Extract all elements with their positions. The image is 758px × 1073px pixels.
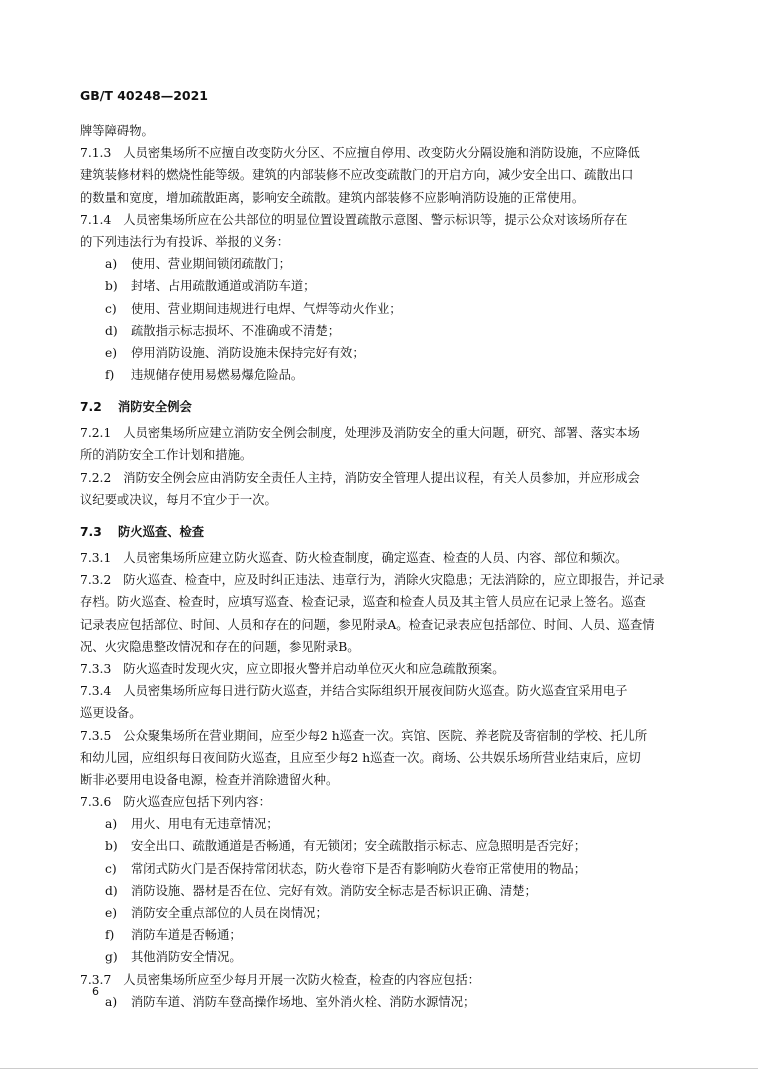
list-item-text: 消防车道是否畅通； — [131, 928, 242, 943]
clause-text: 人员密集场所应建立消防安全例会制度，处理涉及消防安全的重大问题，研究、部署、落实本场 — [123, 426, 640, 441]
list-item — [80, 946, 680, 968]
clause — [80, 725, 680, 747]
list-item — [80, 991, 680, 1013]
clause-text: 人员密集场所应建立防火巡查、防火检查制度，确定巡查、检查的人员、内容、部位和频次。 — [123, 551, 628, 565]
continuation-line: 建筑装修材料的燃烧性能等级。建筑的内部装修不应改变疏散门的开启方向，减少安全出口、疏散出口 — [80, 168, 634, 183]
continuation-line: 议纪要或决议，每月不宜少于一次。 — [80, 492, 277, 507]
continuation-line: 记录表应包括部位、时间、人员和存在的问题，参见附录A。检查记录表应包括部位、时间、人员、巡查情 — [80, 617, 655, 632]
list-marker: g) — [105, 950, 118, 965]
clause-text: 防火巡查应包括下列内容： — [123, 795, 271, 810]
list-item — [80, 342, 680, 364]
list-marker: f) — [105, 368, 115, 383]
section-title: 消防安全例会 — [118, 400, 192, 415]
list-marker: a) — [105, 994, 118, 1009]
document-body — [80, 120, 680, 1013]
list-marker: e) — [105, 345, 118, 360]
continuation-line: 的数量和宽度，增加疏散距离，影响安全疏散。建筑内部装修不应影响消防设施的正常使用。 — [80, 190, 585, 205]
clause-text: 防火巡查、检查中，应及时纠正违法、违章行为，消除火灾隐患；无法消除的，应立即报告，并记录 — [123, 573, 665, 588]
clause-number: 7.3.3 — [80, 661, 112, 676]
clause-number: 7.1.3 — [80, 146, 112, 161]
clause-text: 公众聚集场所在营业期间，应至少每2 h巡查一次。宾馆、医院、养老院及寄宿制的学校、托儿所 — [123, 728, 648, 743]
section-heading — [80, 517, 680, 547]
list-item-text: 使用、营业期间违规进行电焊、气焊等动火作业； — [131, 301, 402, 316]
clause-text: 人员密集场所应至少每月开展一次防火检查，检查的内容应包括： — [123, 972, 480, 987]
clause — [80, 209, 680, 231]
continuation-line: 的下列违法行为有投诉、举报的义务： — [80, 234, 290, 249]
list-marker: b) — [105, 839, 118, 854]
list-item — [80, 320, 680, 342]
clause-number: 7.3.2 — [80, 573, 112, 588]
list-item — [80, 902, 680, 924]
continuation-line: 存档。防火巡查、检查时，应填写巡查、检查记录，巡查和检查人员及其主管人员应在记录上签名。巡查 — [80, 595, 646, 610]
clause — [80, 658, 680, 680]
list-marker: c) — [105, 301, 117, 316]
list-item-text: 其他消防安全情况。 — [131, 950, 242, 965]
clause-text: 消防安全例会应由消防安全责任人主持，消防安全管理人提出议程，有关人员参加，并应形成会 — [123, 470, 640, 485]
section-number: 7.3 — [80, 525, 102, 539]
clause — [80, 569, 680, 591]
clause-number: 7.3.7 — [80, 972, 112, 987]
clause — [80, 547, 680, 569]
list-item — [80, 275, 680, 297]
list-item — [80, 813, 680, 835]
list-marker: d) — [105, 323, 118, 338]
list-item — [80, 858, 680, 880]
clause-number: 7.2.1 — [80, 426, 112, 441]
clause-number: 7.3.4 — [80, 684, 112, 699]
list-marker: a) — [105, 257, 118, 272]
standard-id: GB/T 40248—2021 — [80, 88, 209, 103]
list-item-text: 封堵、占用疏散通道或消防车道； — [131, 279, 316, 294]
clause — [80, 142, 680, 164]
continuation-line: 况、火灾隐患整改情况和存在的问题，参见附录B。 — [80, 639, 360, 654]
section-heading — [80, 392, 680, 422]
list-item-text: 用火、用电有无违章情况； — [131, 817, 279, 832]
clause — [80, 969, 680, 991]
list-item-text: 消防设施、器材是否在位、完好有效。消防安全标志是否标识正确、清楚； — [131, 883, 537, 898]
clause — [80, 680, 680, 702]
continuation-line: 牌等障碍物。 — [80, 124, 154, 138]
list-item-text: 消防安全重点部位的人员在岗情况； — [131, 906, 328, 920]
section-title: 防火巡查、检查 — [118, 525, 205, 539]
list-item — [80, 298, 680, 320]
list-item-text: 常闭式防火门是否保持常闭状态，防火卷帘下是否有影响防火卷帘正常使用的物品； — [131, 861, 586, 876]
continuation-line: 和幼儿园，应组织每日夜间防火巡查，且应至少每2 h巡查一次。商场、公共娱乐场所营业结束后，应切 — [80, 750, 641, 765]
list-item — [80, 835, 680, 857]
clause-text: 人员密集场所应在公共部位的明显位置设置疏散示意图、警示标识等，提示公众对该场所存在 — [123, 212, 628, 227]
list-item-text: 消防车道、消防车登高操作场地、室外消火栓、消防水源情况； — [131, 994, 476, 1009]
list-marker: f) — [105, 928, 115, 943]
clause-text: 防火巡查时发现火灾，应立即报火警并启动单位灭火和应急疏散预案。 — [123, 661, 505, 676]
bottom-edge — [0, 1068, 758, 1069]
clause-text: 人员密集场所应每日进行防火巡查，并结合实际组织开展夜间防火巡查。防火巡查宜采用电子 — [123, 684, 628, 699]
clause-number: 7.3.5 — [80, 728, 112, 743]
list-marker: c) — [105, 861, 117, 876]
continuation-line: 巡更设备。 — [80, 706, 142, 721]
clause-text: 人员密集场所不应擅自改变防火分区、不应擅自停用、改变防火分隔设施和消防设施，不应降低 — [123, 146, 640, 161]
list-marker: d) — [105, 883, 118, 898]
list-marker: b) — [105, 279, 118, 294]
continuation-line: 断非必要用电设备电源，检查并消除遗留火种。 — [80, 772, 339, 787]
page-number: 6 — [92, 985, 99, 998]
section-number: 7.2 — [80, 400, 102, 415]
clause-number: 7.3.1 — [80, 551, 112, 565]
list-marker: e) — [105, 906, 118, 920]
clause — [80, 791, 680, 813]
list-item-text: 使用、营业期间锁闭疏散门； — [131, 257, 291, 272]
clause — [80, 467, 680, 489]
list-item-text: 疏散指示标志损坏、不准确或不清楚； — [131, 323, 341, 338]
list-item — [80, 364, 680, 386]
list-marker: a) — [105, 817, 118, 832]
list-item — [80, 880, 680, 902]
list-item-text: 停用消防设施、消防设施未保持完好有效； — [131, 345, 365, 360]
continuation-line: 所的消防安全工作计划和措施。 — [80, 448, 253, 463]
clause-number: 7.2.2 — [80, 470, 112, 485]
list-item-text: 违规储存使用易燃易爆危险品。 — [131, 368, 304, 383]
clause-number: 7.1.4 — [80, 212, 112, 227]
list-item-text: 安全出口、疏散通道是否畅通，有无锁闭；安全疏散指示标志、应急照明是否完好； — [131, 839, 586, 854]
list-item — [80, 253, 680, 275]
list-item — [80, 924, 680, 946]
clause — [80, 422, 680, 444]
clause-number: 7.3.6 — [80, 795, 112, 810]
